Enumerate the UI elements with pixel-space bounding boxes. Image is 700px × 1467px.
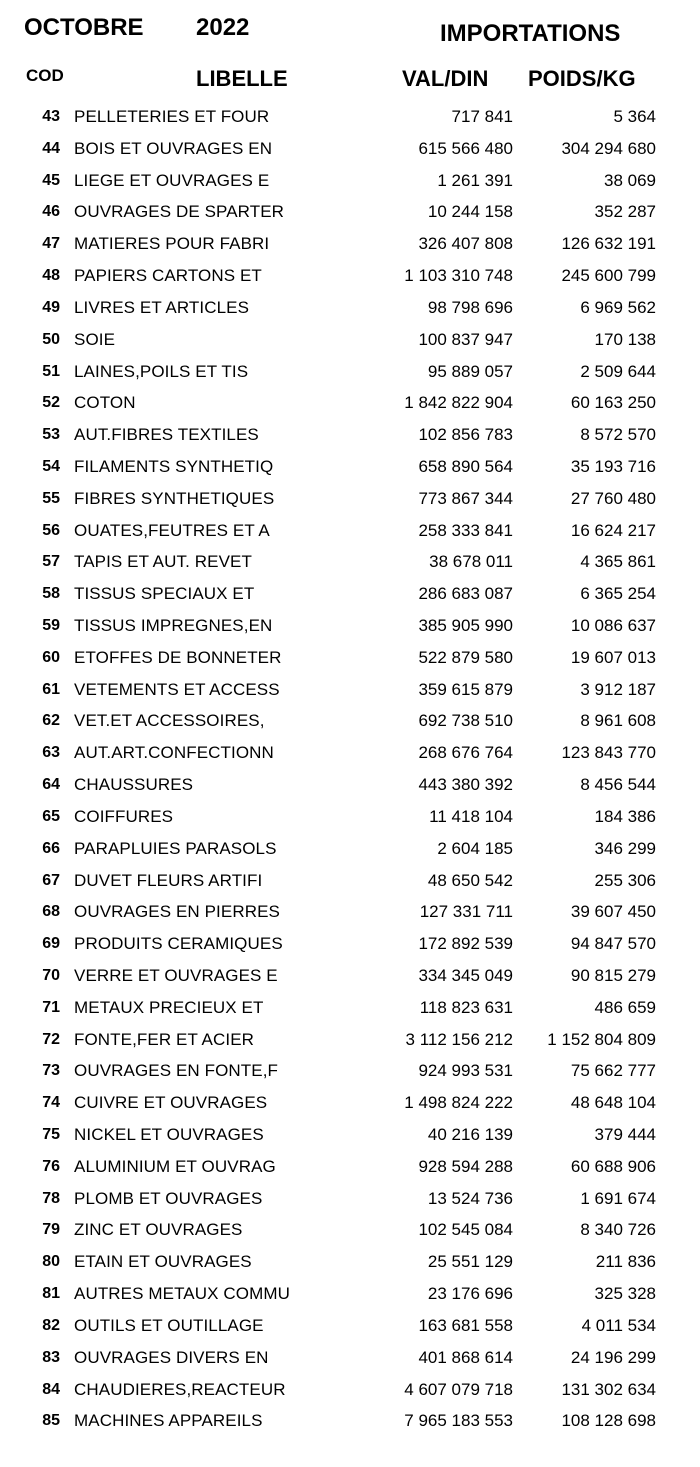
row-cod: 66 bbox=[42, 839, 60, 857]
row-libelle: AUT.FIBRES TEXTILES bbox=[74, 425, 259, 445]
row-libelle: OUVRAGES DE SPARTER bbox=[74, 202, 285, 222]
row-value: 102 545 084 bbox=[418, 1220, 513, 1240]
row-cod: 82 bbox=[42, 1316, 60, 1334]
row-libelle: CHAUSSURES bbox=[74, 775, 194, 795]
row-value: 1 498 824 222 bbox=[404, 1093, 513, 1113]
table-row bbox=[0, 705, 700, 737]
row-value: 258 333 841 bbox=[418, 520, 513, 540]
table-row bbox=[0, 1151, 700, 1183]
row-libelle: CUIVRE ET OUVRAGES bbox=[74, 1093, 268, 1113]
row-value: 522 879 580 bbox=[418, 647, 513, 667]
table-row bbox=[0, 833, 700, 865]
row-value: 359 615 879 bbox=[418, 679, 513, 699]
row-cod: 46 bbox=[42, 203, 60, 221]
report-title: IMPORTATIONS bbox=[440, 20, 621, 47]
row-cod: 56 bbox=[42, 521, 60, 539]
row-libelle: PLOMB ET OUVRAGES bbox=[74, 1188, 263, 1208]
row-weight: 255 306 bbox=[594, 870, 656, 890]
row-weight: 346 299 bbox=[594, 838, 656, 858]
row-value: 1 261 391 bbox=[437, 170, 513, 190]
row-libelle: OUATES,FEUTRES ET A bbox=[74, 520, 270, 540]
row-value: 118 823 631 bbox=[419, 997, 513, 1017]
row-weight: 39 607 450 bbox=[570, 902, 656, 922]
table-row bbox=[0, 133, 700, 165]
row-value: 102 856 783 bbox=[418, 425, 513, 445]
table-row bbox=[0, 483, 700, 515]
row-libelle: PARAPLUIES PARASOLS bbox=[74, 838, 277, 858]
row-value: 95 889 057 bbox=[427, 361, 513, 381]
table-row bbox=[0, 1214, 700, 1246]
row-libelle: PRODUITS CERAMIQUES bbox=[74, 934, 283, 954]
row-weight: 352 287 bbox=[594, 202, 656, 222]
row-weight: 245 600 799 bbox=[561, 266, 656, 286]
row-cod: 67 bbox=[42, 871, 60, 889]
row-cod: 74 bbox=[42, 1094, 60, 1112]
row-cod: 64 bbox=[42, 776, 60, 794]
row-cod: 84 bbox=[42, 1380, 60, 1398]
table-row bbox=[0, 387, 700, 419]
column-header-val: VAL/DIN bbox=[402, 66, 489, 91]
row-weight: 486 659 bbox=[594, 997, 656, 1017]
row-libelle: ALUMINIUM ET OUVRAG bbox=[74, 1156, 276, 1176]
row-cod: 47 bbox=[42, 235, 60, 253]
row-value: 773 867 344 bbox=[418, 488, 513, 508]
table-row bbox=[0, 1183, 700, 1215]
table-row bbox=[0, 960, 700, 992]
row-value: 658 890 564 bbox=[418, 456, 513, 476]
row-libelle: PAPIERS CARTONS ET bbox=[74, 266, 262, 286]
row-cod: 76 bbox=[42, 1157, 60, 1175]
row-value: 172 892 539 bbox=[418, 934, 513, 954]
row-libelle: OUVRAGES EN FONTE,F bbox=[74, 1061, 279, 1081]
row-libelle: MATIERES POUR FABRI bbox=[74, 234, 270, 254]
table-row bbox=[0, 642, 700, 674]
table-row bbox=[0, 196, 700, 228]
row-value: 13 524 736 bbox=[427, 1188, 513, 1208]
row-weight: 131 302 634 bbox=[561, 1379, 656, 1399]
row-weight: 8 572 570 bbox=[580, 425, 656, 445]
row-weight: 38 069 bbox=[604, 170, 656, 190]
row-cod: 70 bbox=[42, 966, 60, 984]
table-row bbox=[0, 674, 700, 706]
row-value: 692 738 510 bbox=[418, 711, 513, 731]
column-header-poids: POIDS/KG bbox=[528, 66, 636, 91]
row-value: 717 841 bbox=[451, 107, 513, 126]
row-weight: 126 632 191 bbox=[561, 234, 656, 254]
row-value: 163 681 558 bbox=[418, 1315, 513, 1335]
row-cod: 54 bbox=[42, 457, 60, 475]
table-row bbox=[0, 1310, 700, 1342]
row-weight: 325 328 bbox=[594, 1284, 656, 1304]
row-libelle: PELLETERIES ET FOUR bbox=[74, 107, 270, 126]
table-row bbox=[0, 1087, 700, 1119]
table-row bbox=[0, 165, 700, 197]
row-cod: 43 bbox=[42, 108, 60, 125]
row-libelle: VETEMENTS ET ACCESS bbox=[74, 679, 280, 699]
row-cod: 45 bbox=[42, 171, 60, 189]
table-row bbox=[0, 928, 700, 960]
row-value: 38 678 011 bbox=[429, 552, 513, 572]
row-libelle: BOIS ET OUVRAGES EN bbox=[74, 138, 273, 158]
row-cod: 60 bbox=[42, 648, 60, 666]
row-weight: 19 607 013 bbox=[570, 647, 656, 667]
row-cod: 63 bbox=[42, 744, 60, 762]
row-weight: 4 011 534 bbox=[581, 1315, 656, 1335]
row-cod: 61 bbox=[42, 680, 60, 698]
table-row bbox=[0, 1405, 700, 1437]
row-cod: 72 bbox=[42, 1030, 60, 1048]
row-weight: 123 843 770 bbox=[561, 743, 656, 763]
table-row bbox=[0, 578, 700, 610]
row-libelle: OUVRAGES DIVERS EN bbox=[74, 1347, 269, 1367]
row-value: 48 650 542 bbox=[427, 870, 513, 890]
row-weight: 60 163 250 bbox=[570, 393, 656, 413]
row-weight: 48 648 104 bbox=[570, 1093, 656, 1113]
row-weight: 379 444 bbox=[594, 1125, 656, 1144]
row-libelle: LIEGE ET OUVRAGES E bbox=[74, 170, 270, 190]
row-cod: 50 bbox=[42, 330, 60, 348]
row-cod: 79 bbox=[42, 1221, 60, 1239]
row-cod: 48 bbox=[42, 267, 60, 285]
row-value: 1 842 822 904 bbox=[404, 393, 513, 413]
row-weight: 94 847 570 bbox=[570, 934, 656, 954]
row-value: 40 216 139 bbox=[427, 1125, 513, 1144]
row-cod: 73 bbox=[42, 1062, 60, 1080]
row-cod: 75 bbox=[42, 1126, 60, 1143]
row-weight: 108 128 698 bbox=[561, 1411, 656, 1431]
row-value: 928 594 288 bbox=[418, 1156, 513, 1176]
row-value: 100 837 947 bbox=[418, 329, 513, 349]
row-value: 924 993 531 bbox=[418, 1061, 513, 1081]
row-libelle: AUT.ART.CONFECTIONN bbox=[74, 743, 274, 763]
row-weight: 184 386 bbox=[594, 806, 656, 826]
table-row bbox=[0, 1278, 700, 1310]
row-libelle: LIVRES ET ARTICLES bbox=[74, 297, 250, 317]
row-cod: 71 bbox=[42, 998, 60, 1016]
row-cod: 85 bbox=[42, 1412, 60, 1430]
table-row bbox=[0, 610, 700, 642]
row-value: 127 331 711 bbox=[419, 902, 513, 922]
row-cod: 80 bbox=[42, 1253, 60, 1271]
column-header-cod: COD bbox=[26, 66, 64, 85]
row-cod: 53 bbox=[42, 426, 60, 444]
row-cod: 55 bbox=[42, 489, 60, 507]
row-cod: 57 bbox=[42, 553, 60, 571]
row-weight: 211 836 bbox=[595, 1252, 656, 1272]
row-cod: 78 bbox=[42, 1189, 60, 1207]
table-row bbox=[0, 1024, 700, 1056]
row-libelle: LAINES,POILS ET TIS bbox=[74, 361, 249, 381]
row-cod: 83 bbox=[42, 1348, 60, 1366]
row-value: 615 566 480 bbox=[418, 138, 513, 158]
table-row bbox=[0, 1374, 700, 1406]
row-cod: 52 bbox=[42, 394, 60, 412]
row-weight: 4 365 861 bbox=[580, 552, 656, 572]
table-row bbox=[0, 801, 700, 833]
row-value: 2 604 185 bbox=[437, 838, 513, 858]
row-value: 1 103 310 748 bbox=[404, 266, 513, 286]
row-libelle: VERRE ET OUVRAGES E bbox=[74, 965, 278, 985]
row-weight: 3 912 187 bbox=[580, 679, 656, 699]
table-row bbox=[0, 1119, 700, 1151]
table-row bbox=[0, 1055, 700, 1087]
row-weight: 304 294 680 bbox=[561, 138, 656, 158]
row-cod: 69 bbox=[42, 935, 60, 953]
table-row bbox=[0, 419, 700, 451]
table-row bbox=[0, 451, 700, 483]
row-cod: 44 bbox=[42, 139, 60, 157]
table-row bbox=[0, 546, 700, 578]
row-libelle: TISSUS IMPREGNES,EN bbox=[74, 616, 273, 635]
row-value: 7 965 183 553 bbox=[404, 1411, 513, 1431]
row-libelle: ETAIN ET OUVRAGES bbox=[74, 1252, 252, 1272]
row-libelle: FONTE,FER ET ACIER bbox=[74, 1029, 255, 1049]
row-weight: 5 364 bbox=[613, 107, 656, 126]
row-weight: 8 340 726 bbox=[580, 1220, 656, 1240]
row-libelle: MACHINES APPAREILS bbox=[74, 1411, 263, 1431]
row-weight: 35 193 716 bbox=[570, 456, 656, 476]
row-value: 98 798 696 bbox=[427, 297, 513, 317]
row-weight: 1 152 804 809 bbox=[547, 1029, 656, 1049]
row-libelle: DUVET FLEURS ARTIFI bbox=[74, 870, 263, 890]
row-libelle: AUTRES METAUX COMMU bbox=[74, 1284, 290, 1304]
row-libelle: OUTILS ET OUTILLAGE bbox=[74, 1315, 264, 1335]
table-row bbox=[0, 1246, 700, 1278]
table-row bbox=[0, 101, 700, 133]
imports-table bbox=[0, 101, 700, 1437]
row-weight: 6 365 254 bbox=[580, 584, 656, 604]
table-row bbox=[0, 769, 700, 801]
row-value: 334 345 049 bbox=[418, 965, 513, 985]
row-cod: 62 bbox=[42, 712, 60, 730]
row-value: 385 905 990 bbox=[418, 616, 513, 635]
table-row bbox=[0, 992, 700, 1024]
row-libelle: TISSUS SPECIAUX ET bbox=[74, 584, 255, 604]
row-value: 11 418 104 bbox=[429, 806, 513, 826]
row-libelle: FILAMENTS SYNTHETIQ bbox=[74, 456, 274, 476]
row-weight: 1 691 674 bbox=[580, 1188, 656, 1208]
table-row bbox=[0, 228, 700, 260]
row-cod: 49 bbox=[42, 298, 60, 316]
row-value: 268 676 764 bbox=[418, 743, 513, 763]
row-libelle: COIFFURES bbox=[74, 806, 174, 826]
table-row bbox=[0, 324, 700, 356]
row-value: 326 407 808 bbox=[418, 234, 513, 254]
table-row bbox=[0, 356, 700, 388]
row-libelle: OUVRAGES EN PIERRES bbox=[74, 902, 280, 922]
row-weight: 16 624 217 bbox=[570, 520, 656, 540]
row-weight: 27 760 480 bbox=[570, 488, 656, 508]
report-month: OCTOBRE bbox=[24, 14, 144, 41]
column-header-libelle: LIBELLE bbox=[196, 66, 288, 91]
table-row bbox=[0, 865, 700, 897]
row-value: 4 607 079 718 bbox=[404, 1379, 513, 1399]
row-cod: 68 bbox=[42, 903, 60, 921]
row-libelle: COTON bbox=[74, 393, 136, 413]
table-row bbox=[0, 737, 700, 769]
row-weight: 24 196 299 bbox=[570, 1347, 656, 1367]
table-row bbox=[0, 896, 700, 928]
row-value: 443 380 392 bbox=[418, 775, 513, 795]
row-cod: 58 bbox=[42, 585, 60, 603]
row-value: 401 868 614 bbox=[418, 1347, 513, 1367]
row-libelle: VET.ET ACCESSOIRES, bbox=[74, 711, 265, 731]
row-value: 3 112 156 212 bbox=[405, 1029, 513, 1049]
table-row bbox=[0, 1342, 700, 1374]
row-weight: 170 138 bbox=[594, 329, 656, 349]
row-libelle: METAUX PRECIEUX ET bbox=[74, 997, 264, 1017]
row-libelle: FIBRES SYNTHETIQUES bbox=[74, 488, 275, 508]
row-weight: 10 086 637 bbox=[570, 616, 656, 635]
table-row bbox=[0, 260, 700, 292]
row-libelle: ZINC ET OUVRAGES bbox=[74, 1220, 243, 1240]
row-weight: 2 509 644 bbox=[580, 361, 656, 381]
row-libelle: TAPIS ET AUT. REVET bbox=[74, 552, 252, 572]
row-weight: 8 961 608 bbox=[580, 711, 656, 731]
row-weight: 60 688 906 bbox=[570, 1156, 656, 1176]
row-cod: 59 bbox=[42, 617, 60, 634]
row-value: 10 244 158 bbox=[427, 202, 513, 222]
row-value: 286 683 087 bbox=[418, 584, 513, 604]
row-weight: 90 815 279 bbox=[570, 965, 656, 985]
row-cod: 65 bbox=[42, 807, 60, 825]
row-cod: 81 bbox=[42, 1285, 60, 1303]
table-row bbox=[0, 292, 700, 324]
row-value: 23 176 696 bbox=[427, 1284, 513, 1304]
row-cod: 51 bbox=[42, 362, 60, 380]
table-row bbox=[0, 515, 700, 547]
row-weight: 75 662 777 bbox=[570, 1061, 656, 1081]
report-year: 2022 bbox=[196, 14, 250, 41]
row-libelle: ETOFFES DE BONNETER bbox=[74, 647, 282, 667]
row-libelle: NICKEL ET OUVRAGES bbox=[74, 1125, 264, 1144]
row-value: 25 551 129 bbox=[427, 1252, 513, 1272]
row-libelle: SOIE bbox=[74, 329, 116, 349]
row-weight: 8 456 544 bbox=[580, 775, 656, 795]
row-weight: 6 969 562 bbox=[580, 297, 656, 317]
row-libelle: CHAUDIERES,REACTEUR bbox=[74, 1379, 286, 1399]
